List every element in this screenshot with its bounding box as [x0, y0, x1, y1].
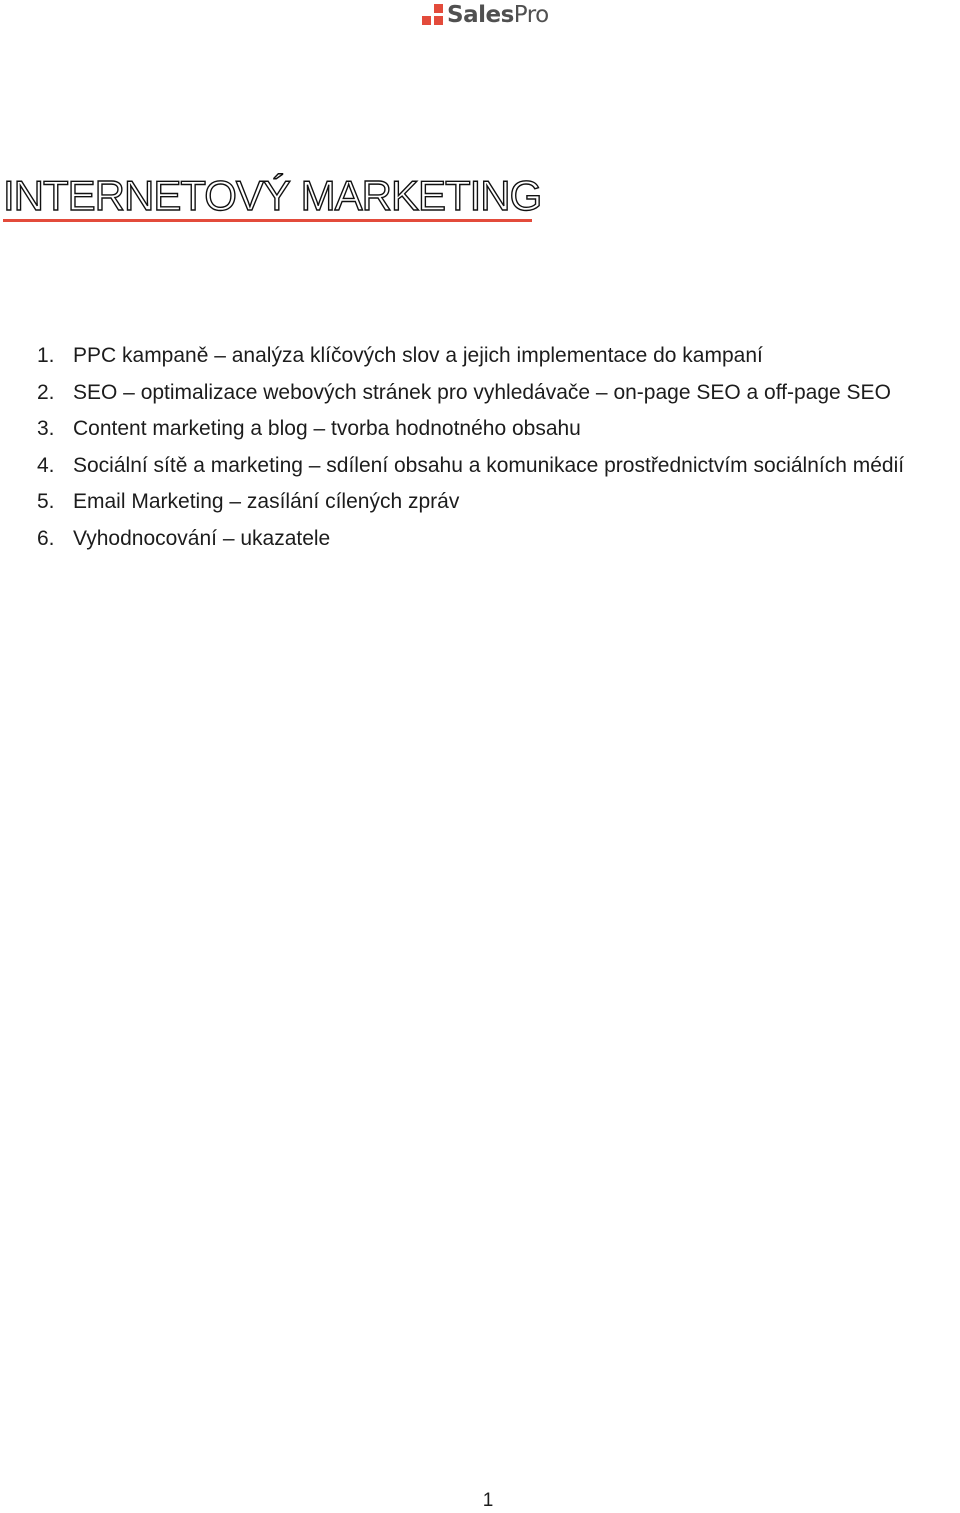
list-item: [0, 448, 960, 485]
salespro-logo: [422, 2, 549, 28]
list-item-number: 5.: [37, 490, 55, 514]
list-item: [0, 338, 960, 375]
list-item: [0, 411, 960, 448]
list-item-text: Sociální sítě a marketing – sdílení obsahu a komunikace prostřednictvím sociálních médií: [73, 453, 905, 477]
logo-pro-text: Pro: [513, 2, 549, 28]
list-item-text: SEO – optimalizace webových stránek pro vyhledávače – on-page SEO a off-page SEO: [73, 380, 891, 404]
topic-list: [0, 338, 960, 558]
list-item-text: PPC kampaně – analýza klíčových slov a jejich implementace do kampaní: [73, 344, 763, 367]
list-item-number: 3.: [37, 417, 55, 441]
logo-squares-icon: [422, 4, 444, 26]
logo-wordmark: [447, 2, 549, 28]
list-item: [0, 484, 960, 521]
list-item-number: 6.: [37, 526, 55, 550]
list-item: [0, 521, 960, 558]
list-item-text: Content marketing a blog – tvorba hodnotného obsahu: [73, 417, 581, 441]
list-item-text: Vyhodnocování – ukazatele: [73, 526, 331, 550]
list-item-number: 4.: [37, 453, 55, 477]
list-item-text: Email Marketing – zasílání cílených zpráv: [73, 490, 460, 514]
list-item-number: 2.: [37, 380, 55, 404]
title-underline: [3, 219, 532, 222]
list-item: [0, 375, 960, 412]
logo-sales-text: Sales: [447, 2, 514, 28]
page-number: 1: [482, 1490, 494, 1511]
page-title: INTERNETOVÝ MARKETING: [3, 172, 542, 219]
list-item-number: 1.: [37, 344, 55, 367]
